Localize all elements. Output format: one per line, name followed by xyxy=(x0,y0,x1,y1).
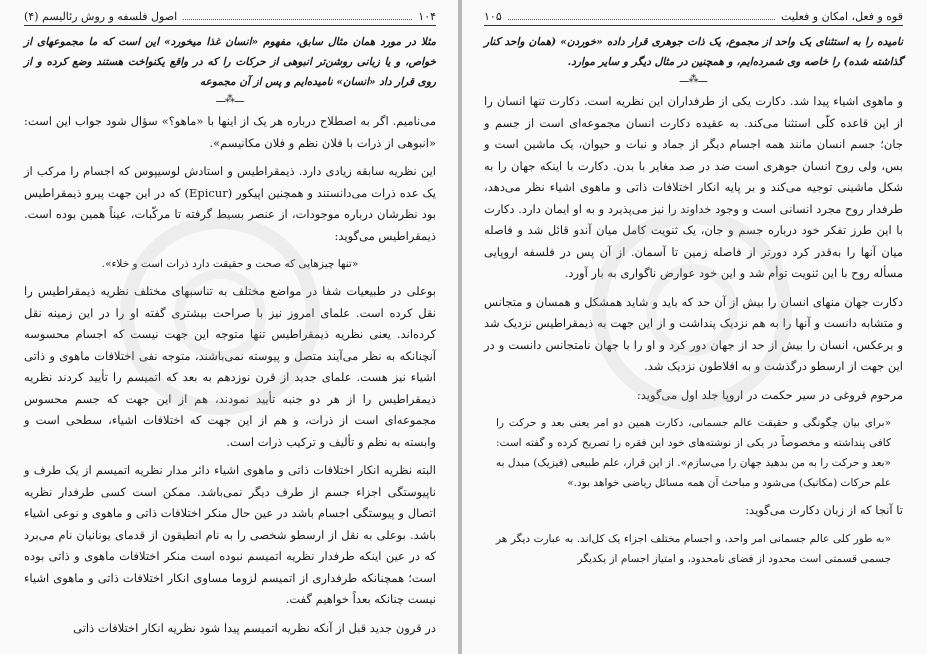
paragraph: در قرون جدید قبل از آنکه نظریه اتمیسم پیدا شود نظریه انکار اختلافات ذاتی xyxy=(73,620,436,635)
page-number: ۱۰۴ xyxy=(418,10,436,23)
quotation: «تنها چیزهایی که صحت و حقیقت دارد ذرات است و خلاء». xyxy=(101,258,359,270)
quotation: «برای بیان چگونگی و حقیقت عالم جسمانی، دکارت همین دو امر یعنی بعد و حرکت را کافی پنداشته و مخصوصاً در یکی از نوشته‌های خود این فقره را تصریح کرده و گفته است: «بعد و حرکت را به من بدهید جهان را می‌سازم». از این قرار، علم طبیعی (فیزیک) مبدل به علم حرکات (مکانیک) می‌شود و مباحث آن همه مسائل ریاضی خواهد بود.» xyxy=(496,417,891,489)
paragraph: می‌نامیم. اگر به اصطلاح درباره هر یک از اینها با «ماهو؟» سؤال شود جواب این است: «انبوهی از ذرات با فلان نظم و فلان مکانیسم». xyxy=(24,114,436,150)
paragraph: تا آنجا که از زبان دکارت می‌گوید: xyxy=(745,503,903,517)
left-page xyxy=(0,0,458,654)
quotation: «به طور کلی عالم جسمانی امر واحد، و اجسام مختلف اجزاء یک کل‌اند. به عبارت دیگر هر جسمی قسمتی است محدود از فضای نامحدود، و امتیاز اجسام از یکدیگر xyxy=(496,532,891,565)
right-page-header xyxy=(484,10,903,26)
paragraph: دکارت جهان منهای انسان را بیش از آن حد که باید و شاید همشکل و همسان و متجانس و متشابه دانست و آنها را به هم نزدیک پنداشت و از این جهت به ذیمقراطیس نزدیک شد و برعکس، انسان را بیش از حد از جهان دور کرد و او را با جهان نامتجانس دانست و در این جهت از ارسطو درگذشت و به افلاطون نزدیک شد. xyxy=(484,294,903,373)
running-title: قوه و فعل، امکان و فعلیت xyxy=(780,10,903,23)
paragraph: مرحوم فروغی در سیر حکمت در اروپا جلد اول می‌گوید: xyxy=(636,387,903,402)
paragraph: و ماهوی اشیاء پیدا شد. دکارت یکی از طرفداران این نظریه است. دکارت تنها انسان را از این قاعده کلّی استثنا می‌کند. به عقیده دکارت انسان مجموعه‌ای است از جسم و جان؛ جسم انسان مانند همه اجسام دیگر از جماد و نبات و حیوان، یک ماشین است و بس، ولی روح انسان جوهری است ضد در صد مغایر با بدن. دکارت با اینکه جهان را به شکل ماشینی توجیه می‌کند و بر پایه انکار اختلافات ذاتی و ماهوی اشیاء نظر می‌دهد، طرفدار روح مجرد انسانی است و وجود خداوند را نیز می‌پذیرد و به او ایمان دارد. دکارت با این طرز تفکر خود درباره جسم و جان، یک ثنویت کامل میان آندو قائل شد و فاصله میان آنها را به‌قدر کرد دورتر از فاصله زمین تا آسمان. از آن پس در فلسفه اروپایی مسأله روح با این ثنویت توأم شد و این خود عوارض ناگواری به بار آورد. xyxy=(484,94,903,280)
footnote-continuation: مثلا در مورد همان مثال سابق، مفهوم «انسان غذا میخورد» این است که ما مجموعهای از خواص، و یا زبانی روشن‌تر انبوهی از حرکات را که در واقع یکنواخت هستند وضع کرده و از روی قرار داد «انسان» نامیده‌ایم و پس از آن مجموعه xyxy=(24,36,436,88)
page-number: ۱۰۵ xyxy=(484,10,502,23)
header-dots xyxy=(183,19,412,20)
paragraph: بوعلی در طبیعیات شفا در مواضع مختلف به تناسبهای مختلف نظریه ذیمقراطیس را نقل کرده است. علمای امروز نیز با صراحت بیشتری گفته او را در این زمینه نقل کرده‌اند. یعنی نظریه ذیمقراطیس تنها متوجه این جهت نیست که اجسام محسوسه آنچنانکه به نظر می‌آیند متصل و پیوسته نمی‌باشند، متوجه نفی اختلافات ماهوی و ذاتی اشیاء نیز هست. علمای جدید از قرن نوزدهم به بعد که اتمیسم را تأیید کردند نظریه ذیمقراطیس را از هر دو جنبه تأیید نمودند، هم از این جهت که جسم محسوس مجموعه‌ای است از ذرات، و هم از این جهت که اختلافات اشیاء، سطحی است و وابسته به نظم و تألیف و ترکیب ذرات است. xyxy=(24,284,436,449)
left-page-header xyxy=(24,10,436,26)
paragraph: البته نظریه انکار اختلافات ذاتی و ماهوی اشیاء دائر مدار نظریه اتمیسم از یک طرف و ناپیوستگی اجزاء جسم از طرف دیگر نمی‌باشد. ممکن است کسی طرفدار نظریه اتصال و پیوستگی اجسام باشد در عین حال منکر اختلافات ذاتی و ماهوی و نوعی اشیاء باشد. بوعلی به نقل از ارسطو شخصی را به نام انطیقون از قدمای یونانیان نام می‌برد که در عین اینکه طرفدار نظریه اتمیسم نبوده است منکر اختلافات ماهوی و ذاتی بوده است؛ همچنانکه طرفداری از اتمیسم لزوما مساوی انکار اختلافات ذاتی و ماهوی اشیاء نیست چنانکه بعداً خواهیم گفت. xyxy=(24,463,436,606)
right-page-body xyxy=(484,91,903,569)
paragraph: این نظریه سابقه زیادی دارد. ذیمقراطیس و استادش لوسیپوس که اجسام را مرکب از یک عده ذرات می‌دانستند و همچنین اپیکور (Epicur) که در این جهت پیرو ذیمقراطیس بود نظرشان درباره موجودات، از عنصر بسیط گرفته تا مرکّبات، عیناً همین بوده است. ذیمقراطیس می‌گوید: xyxy=(24,164,436,243)
footnote-continuation: نامیده را به استثنای یک واحد از مجموع، یک ذات جوهری قرار داده «خوردن» (همان واحد کنار گذاشته شده) را خاصه وی شمرده‌ایم، و همچنین در مثال دیگر و سایر موارد. xyxy=(484,36,903,68)
section-separator: ـــ⁂ـــ xyxy=(216,94,244,105)
section-separator: ـــ⁂ـــ xyxy=(679,74,708,85)
right-page xyxy=(462,0,927,654)
left-page-body xyxy=(24,111,436,639)
header-dots xyxy=(508,19,775,20)
running-title: اصول فلسفه و روش رئالیسم (۴) xyxy=(24,10,178,23)
